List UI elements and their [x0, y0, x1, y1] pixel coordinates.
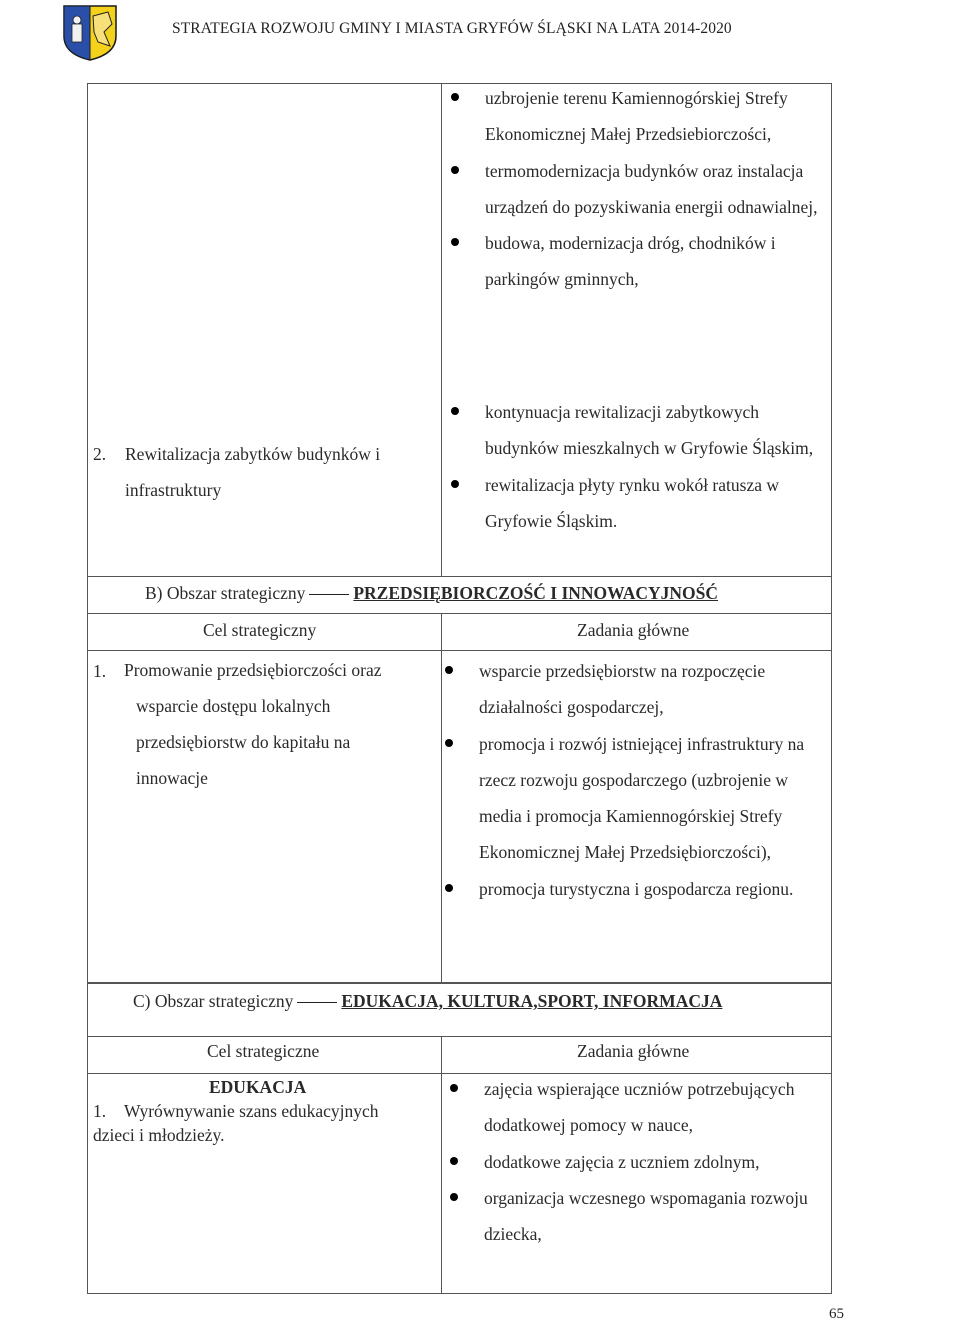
- goal-number: 2.: [93, 444, 107, 464]
- section-b-prefix: B) Obszar strategiczny: [145, 583, 306, 603]
- section-c-heading: [133, 991, 722, 1012]
- goal-group-title: EDUKACJA: [209, 1077, 307, 1097]
- list-item: zajęcia wspierające uczniów potrzebujących dodatkowej pomocy w nauce,: [484, 1071, 824, 1144]
- list-item: wsparcie przedsiębiorstw na rozpoczęcie działalności gospodarczej,: [479, 653, 829, 726]
- list-item: uzbrojenie terenu Kamiennogórskiej Strefy Ekonomicznej Małej Przedsiebiorczości,: [485, 80, 825, 153]
- goal-line: przedsiębiorstw do kapitału na: [136, 732, 351, 752]
- list-item: kontynuacja rewitalizacji zabytkowych budynków mieszkalnych w Gryfowie Śląskim,: [485, 394, 825, 467]
- row-divider: [87, 650, 832, 651]
- row-divider: [87, 1036, 832, 1037]
- bullet-list-rewitalizacja: [485, 394, 825, 539]
- bullet-list-infrastructure: [485, 80, 825, 298]
- row-divider: [87, 576, 832, 577]
- row-divider: [87, 613, 832, 614]
- section-b-heading: [145, 583, 718, 604]
- coat-of-arms-logo: [60, 2, 120, 62]
- list-item: dodatkowe zajęcia z uczniem zdolnym,: [484, 1144, 824, 1180]
- goal-rewitalizacja: [125, 436, 380, 508]
- document-header-title: STRATEGIA ROZWOJU GMINY I MIASTA GRYFÓW ŚLĄSKI NA LATA 2014-2020: [172, 20, 732, 37]
- goal-line: Wyrównywanie szans edukacyjnych: [124, 1101, 379, 1121]
- section-c-name: EDUKACJA, KULTURA,SPORT, INFORMACJA: [341, 991, 723, 1011]
- list-item: promocja i rozwój istniejącej infrastruktury na rzecz rozwoju gospodarczego (uzbrojenie w media i promocja Kamiennogórskiej Strefy Ekonomicznej Małej Przedsiębiorczości),: [479, 726, 829, 871]
- list-item: promocja turystyczna i gospodarcza regionu.: [479, 871, 829, 907]
- column-header-zadania: Zadania główne: [577, 620, 690, 640]
- bullet-list-edukacja: [484, 1071, 824, 1252]
- list-item: budowa, modernizacja dróg, chodników i parkingów gminnych,: [485, 225, 825, 298]
- column-header-cel: Cel strategiczne: [207, 1041, 320, 1061]
- list-item: organizacja wczesnego wspomagania rozwoju dziecka,: [484, 1180, 824, 1253]
- section-b-name: PRZEDSIĘBIORCZOŚĆ I INNOWACYJNOŚĆ: [353, 583, 719, 603]
- page-number: 65: [829, 1306, 844, 1322]
- bullet-list-przedsiebiorczosc: [479, 653, 829, 907]
- goal-line: innowacje: [136, 768, 208, 788]
- column-divider: [441, 613, 442, 983]
- goal-line: wsparcie dostępu lokalnych: [136, 696, 331, 716]
- dash-separator: [297, 1002, 337, 1003]
- goal-line: dzieci i młodzieży.: [93, 1125, 225, 1145]
- goal-number: 1.: [93, 661, 107, 681]
- list-item: termomodernizacja budynków oraz instalacja urządzeń do pozyskiwania energii odnawialnej,: [485, 153, 825, 226]
- column-header-cel: Cel strategiczny: [203, 620, 317, 640]
- dash-separator: [309, 594, 349, 595]
- goal-line: infrastruktury: [125, 480, 222, 500]
- goal-line: Rewitalizacja zabytków budynków i: [125, 444, 381, 464]
- goal-line: Promowanie przedsiębiorczości oraz: [124, 660, 382, 680]
- goal-number: 1.: [93, 1101, 107, 1121]
- column-divider: [441, 1036, 442, 1294]
- column-header-zadania: Zadania główne: [577, 1041, 690, 1061]
- goal-przedsiebiorczosc: [124, 652, 382, 796]
- section-c-prefix: C) Obszar strategiczny: [133, 991, 294, 1011]
- column-divider: [441, 83, 442, 576]
- list-item: rewitalizacja płyty rynku wokół ratusza w Gryfowie Śląskim.: [485, 467, 825, 540]
